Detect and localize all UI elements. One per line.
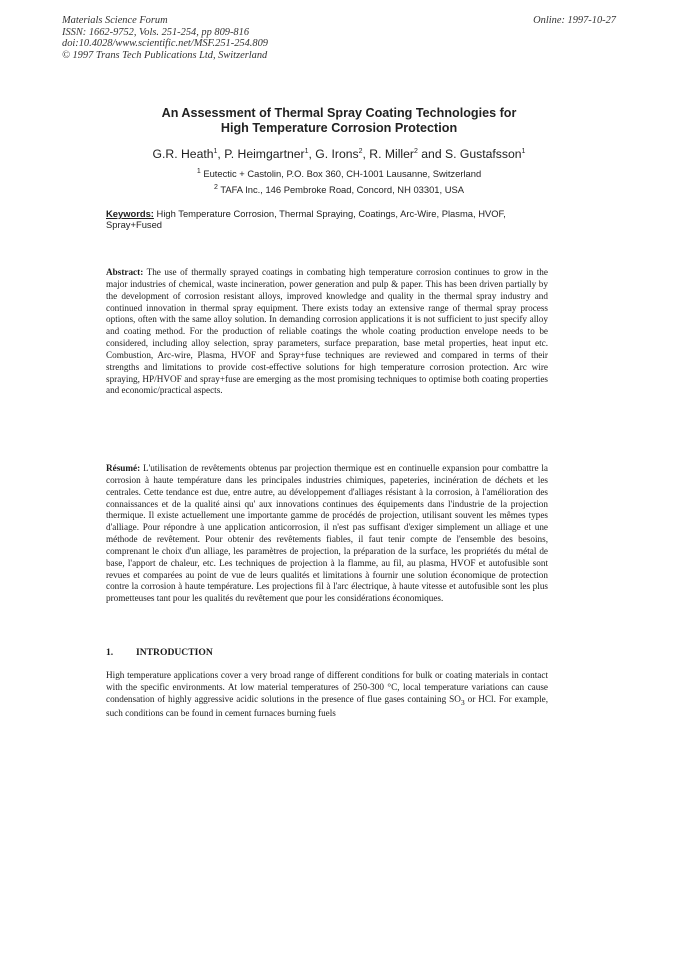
resume: [106, 463, 548, 605]
affiliation-mark: 2: [213, 184, 218, 191]
author-affiliation-mark: 2: [358, 147, 363, 155]
title-line-2: High Temperature Corrosion Protection: [220, 121, 458, 135]
author-name: , G. Irons: [308, 147, 359, 161]
intro-text-part-1: High temperature applications cover a very broad range of different conditions for bulk or coating materials in contact with the specific environments. At low material temperatures of 250-300 °C, local temperature variations can cause condensation of highly aggressive acidic solutions in the presence of flue gases containing SO: [106, 670, 548, 704]
affiliation-2: [0, 184, 678, 195]
keywords-text: High Temperature Corrosion, Thermal Spraying, Coatings, Arc-Wire, Plasma, HVOF, Spray+Fused: [106, 208, 506, 231]
author-affiliation-mark: 1: [304, 147, 309, 155]
author-name: and S. Gustafsson: [417, 147, 522, 161]
resume-label: Résumé:: [106, 463, 141, 473]
intro-text-part-2: or HCl. For example, such conditions can be found in cement furnaces burning fuels: [106, 693, 548, 719]
publication-info: [62, 15, 268, 62]
journal-name: Materials Science Forum: [62, 15, 168, 26]
issn-line: ISSN: 1662-9752, Vols. 251-254, pp 809-816: [62, 26, 250, 38]
author-affiliation-mark: 2: [413, 147, 418, 155]
author-list: [0, 147, 678, 161]
affiliation-1: [0, 168, 678, 179]
copyright-line: © 1997 Trans Tech Publications Ltd, Switzerland: [62, 50, 268, 62]
affiliation-text: Eutectic + Castolin, P.O. Box 360, CH-1001 Lausanne, Switzerland: [203, 168, 482, 180]
introduction-text: [106, 670, 548, 720]
online-date: Online: 1997-10-27: [533, 15, 616, 26]
abstract-text: The use of thermally sprayed coatings in combating high temperature corrosion continues to grow in the major industries of chemical, waste incineration, power generation and pulp & paper. This has been driven partially by the development of corrosion resistant alloys, improved knowledge and quality in the thermal spray industry and continued innovation in thermal spray equipment. There exists today an extensive range of thermal spray process options, often with the same alloy solution. In demanding corrosion applications it is not sufficient to just specify alloy and coating method. For the production of reliable coatings the whole coating production envelope needs to be considered, including alloy selection, spray parameters, surface preparation, base metal properties, heat input etc. Combustion, Arc-wire, Plasma, HVOF and Spray+fuse techniques are reviewed and compared in terms of their strengths and limitations to provide cost-effective solutions for high temperature corrosion protection. Arc wire spraying, HP/HVOF and spray+fuse are emerging as the most promising techniques to optimise both coating properties and economic/practical aspects.: [106, 267, 548, 396]
section-title: INTRODUCTION: [136, 647, 213, 658]
author-name: G.R. Heath: [152, 147, 214, 161]
doi-line: doi:10.4028/www.scientific.net/MSF.251-254.809: [62, 38, 268, 50]
abstract: [106, 267, 548, 397]
author-affiliation-mark: 1: [213, 147, 218, 155]
title-line-1: An Assessment of Thermal Spray Coating Technologies for: [161, 106, 517, 120]
section-number: 1.: [106, 647, 114, 658]
abstract-label: Abstract:: [106, 267, 144, 277]
affiliation-text: TAFA Inc., 146 Pembroke Road, Concord, NH 03301, USA: [220, 184, 465, 196]
affiliation-mark: 1: [196, 168, 201, 175]
keywords-label: Keywords:: [106, 208, 154, 219]
resume-text: L'utilisation de revêtements obtenus par projection thermique est en continuelle expansion pour combattre la corrosion à haute température dans les principales industries chimiques, papeteries, incinération de déchets et les centrales. Cette tendance est due, entre autre, au développement d'alliages résistant à la corrosion, à l'amélioration des connaissances et de la qualité ainsi qu' aux innovations continues des équipements dans l'industrie de la projection thermique. Il existe actuellement une importante gamme de procédés de projection, utilisant souvent les mêmes types d'alliage. Pour répondre à une application anticorrosion, il n'est pas suffisant d'exiger simplement un alliage et une méthode de revêtement. Pour obtenir des revêtements fiables, il faut tenir compte de l'ensemble des besoins, comprenant le choix d'un alliage, les paramètres de projection, la préparation de la surface, les propriétés du métal de base, l'apport de chaleur, etc. Les techniques de projection à la flamme, au fil, au plasma, HVOF et autofusible sont revues et comparées au point de vue de leurs qualités et limitations à fournir une solution économique de protection contre la corrosion à haute température. Les projections fil à l'arc électrique, à haute vitesse et autofusible sont les plus prometteuses tant pour les qualités du revêtement que pour les considérations économiques.: [106, 463, 549, 604]
author-name: , P. Heimgartner: [217, 147, 305, 161]
paper-title: [0, 106, 678, 136]
keywords: [106, 208, 558, 231]
section-heading: [106, 647, 213, 658]
author-affiliation-mark: 1: [521, 147, 526, 155]
subscript: 3: [460, 697, 465, 707]
author-name: , R. Miller: [362, 147, 414, 161]
